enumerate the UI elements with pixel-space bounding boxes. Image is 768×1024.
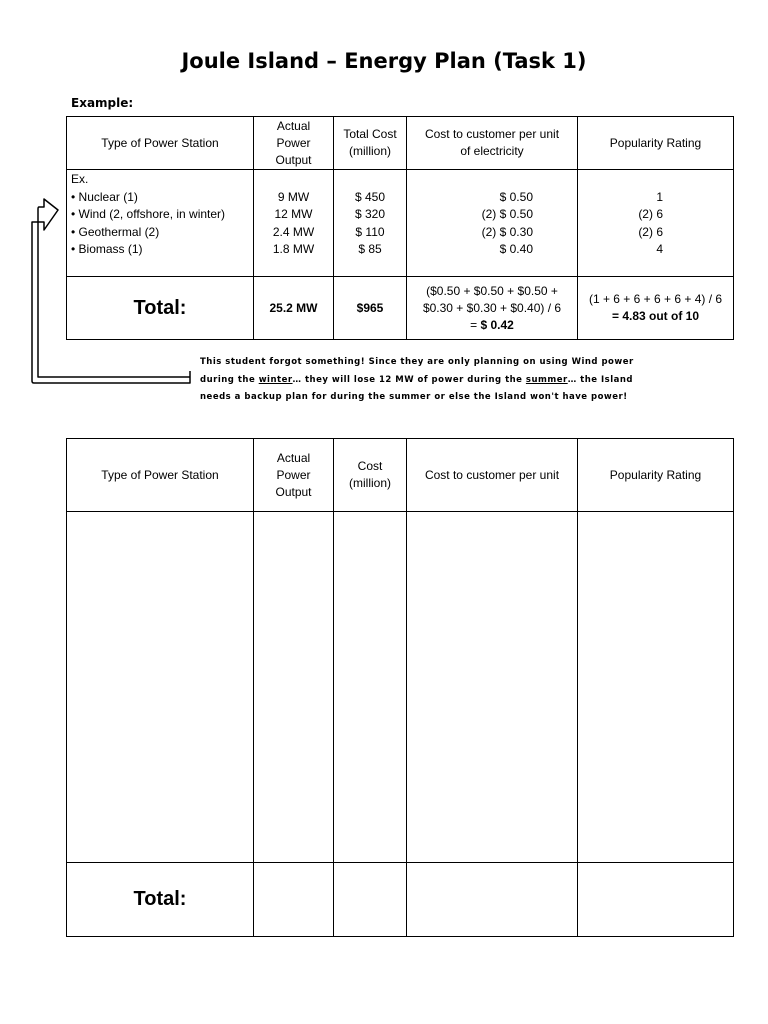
blank-output-cell[interactable] [254, 512, 334, 863]
example-customer-cell: $ 0.50 (2) $ 0.50 (2) $ 0.30 $ 0.40 [407, 170, 578, 277]
total-customer: ($0.50 + $0.50 + $0.50 + $0.30 + $0.30 + $0.40) / 6 = $ 0.42 [407, 277, 578, 340]
header-popularity: Popularity Rating [578, 117, 734, 170]
header-total-cost: Total Cost (million) [334, 117, 407, 170]
blank-total-cost[interactable] [334, 863, 407, 937]
list-item: • Geothermal (2) [71, 224, 160, 239]
header-cost-customer: Cost to customer per unit [407, 439, 578, 512]
header-output: Actual Power Output [254, 439, 334, 512]
example-popularity-cell: 1 (2) 6 (2) 6 4 [578, 170, 734, 277]
page-title: Joule Island – Energy Plan (Task 1) [181, 49, 587, 73]
blank-customer-cell[interactable] [407, 512, 578, 863]
blank-table [66, 438, 734, 937]
blank-cost-cell[interactable] [334, 512, 407, 863]
total-label: Total: [67, 277, 254, 340]
student-note: This student forgot something! Since they are only planning on using Wind power during the winter… they will lose 12 MW of power during the summer… the Island needs a backup plan for during the summer or else the Island won't have power! [200, 357, 634, 402]
blank-total-popularity[interactable] [578, 863, 734, 937]
list-item: • Wind (2, offshore, in winter) [71, 207, 226, 221]
blank-total-customer[interactable] [407, 863, 578, 937]
header-popularity: Popularity Rating [578, 439, 734, 512]
example-cost-cell: $ 450 $ 320 $ 110 $ 85 [334, 170, 407, 277]
total-cost: $965 [334, 277, 407, 340]
blank-header-row [67, 439, 734, 512]
list-item: • Nuclear (1) [71, 189, 138, 204]
example-output-cell: 9 MW 12 MW 2.4 MW 1.8 MW [254, 170, 334, 277]
blank-total-row [67, 863, 734, 937]
header-cost: Cost (million) [334, 439, 407, 512]
ex-label: Ex. [71, 172, 89, 186]
total-output: 25.2 MW [254, 277, 334, 340]
total-popularity: (1 + 6 + 6 + 6 + 6 + 4) / 6 = 4.83 out of 10 [578, 277, 734, 340]
blank-total-output[interactable] [254, 863, 334, 937]
header-cost-customer: Cost to customer per unit of electricity [407, 117, 578, 170]
header-type: Type of Power Station [67, 439, 254, 512]
list-item: • Biomass (1) [71, 242, 143, 256]
blank-entry-row [67, 512, 734, 863]
blank-popularity-cell[interactable] [578, 512, 734, 863]
header-output: Actual Power Output [254, 117, 334, 170]
header-type: Type of Power Station [67, 117, 254, 170]
total-label: Total: [67, 863, 254, 937]
blank-type-cell[interactable] [67, 512, 254, 863]
example-label: Example: [71, 96, 134, 110]
